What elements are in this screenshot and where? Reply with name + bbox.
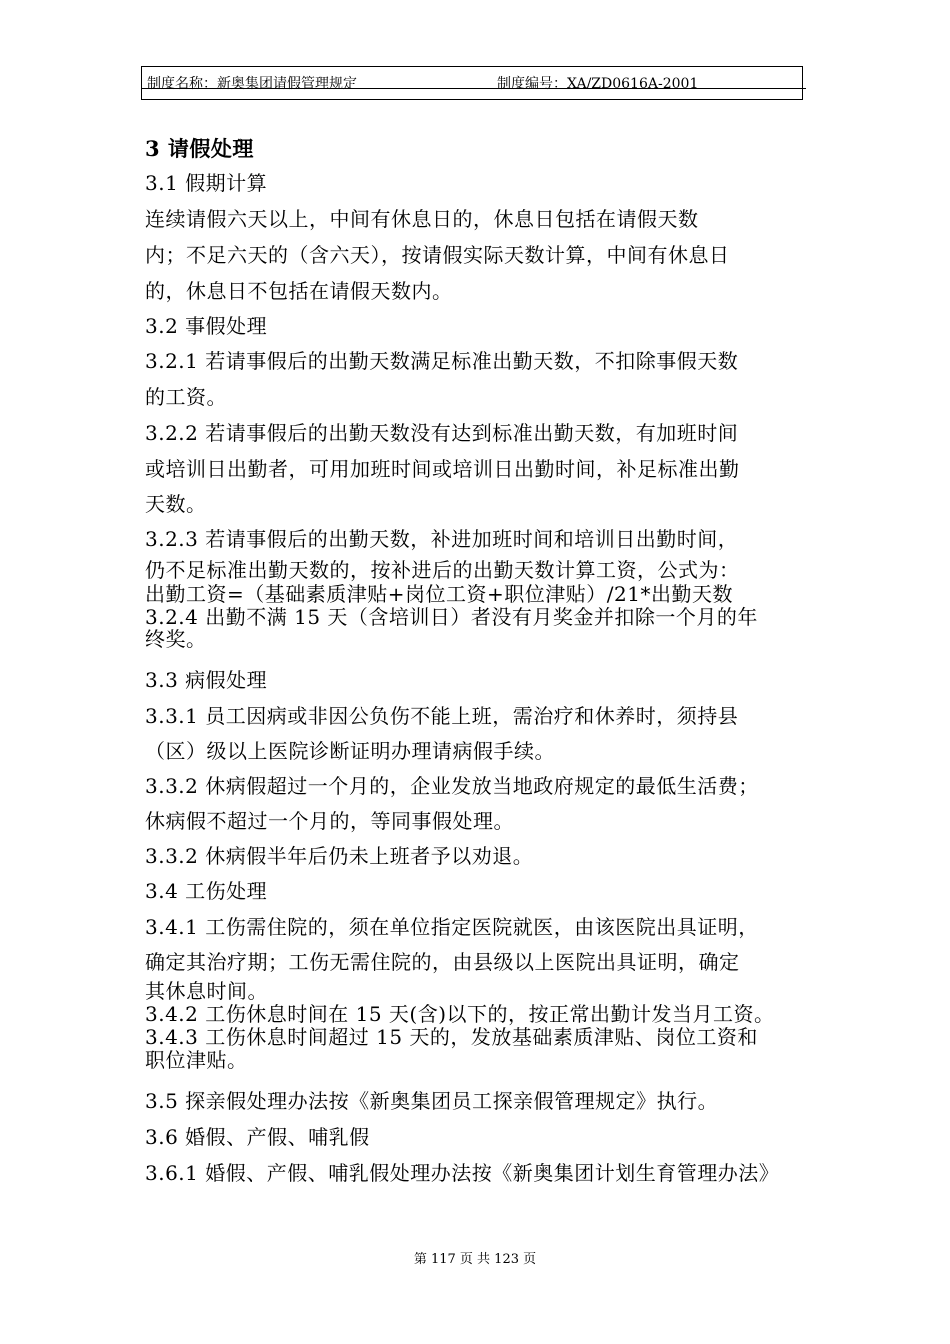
subsection-heading: 3.4 工伤处理 <box>145 879 268 903</box>
regulation-name: 制度名称：新奥集团请假管理规定 <box>147 76 357 92</box>
subsection-heading: 3.5 探亲假处理办法按《新奥集团员工探亲假管理规定》执行。 <box>145 1089 719 1113</box>
paragraph-line: 确定其治疗期；工伤无需住院的，由县级以上医院出具证明，确定 <box>145 950 740 974</box>
subsection-heading: 3.1 假期计算 <box>145 171 268 195</box>
paragraph-line: 休病假不超过一个月的，等同事假处理。 <box>145 809 514 833</box>
paragraph-line: 3.4.1 工伤需住院的，须在单位指定医院就医，由该医院出具证明， <box>145 915 759 939</box>
paragraph-line: 3.2.1 若请事假后的出勤天数满足标准出勤天数，不扣除事假天数 <box>145 349 739 373</box>
paragraph-line: 3.2.3 若请事假后的出勤天数，补进加班时间和培训日出勤时间， <box>145 527 739 551</box>
paragraph-line: 终奖。 <box>145 627 207 651</box>
document-body <box>145 132 807 1191</box>
paragraph-line: （区）级以上医院诊断证明办理请病假手续。 <box>145 739 555 763</box>
paragraph-line: 内；不足六天的（含六天），按请假实际天数计算，中间有休息日 <box>145 243 730 267</box>
paragraph-line: 的，休息日不包括在请假天数内。 <box>145 279 453 303</box>
paragraph-line: 3.6.1 婚假、产假、哺乳假处理办法按《新奥集团计划生育管理办法》 <box>145 1161 780 1185</box>
paragraph-line: 仍不足标准出勤天数的，按补进后的出勤天数计算工资，公式为： <box>145 558 740 582</box>
paragraph-line: 其休息时间。 <box>145 979 268 1003</box>
document-header <box>141 66 803 100</box>
subsection-heading: 3.2 事假处理 <box>145 314 268 338</box>
paragraph-line: 3.3.1 员工因病或非因公负伤不能上班，需治疗和休养时，须持县 <box>145 704 739 728</box>
paragraph-line: 3.3.2 休病假超过一个月的，企业发放当地政府规定的最低生活费； <box>145 774 759 798</box>
subsection-heading: 3.6 婚假、产假、哺乳假 <box>145 1125 370 1149</box>
subsection-heading: 3.3 病假处理 <box>145 668 268 692</box>
paragraph-line: 或培训日出勤者，可用加班时间或培训日出勤时间，补足标准出勤 <box>145 457 740 481</box>
paragraph-line: 天数。 <box>145 492 207 516</box>
paragraph-line: 3.4.3 工伤休息时间超过 15 天的，发放基础素质津贴、岗位工资和 <box>145 1025 758 1049</box>
paragraph-line: 连续请假六天以上，中间有休息日的，休息日包括在请假天数 <box>145 207 699 231</box>
formula-line: 出勤工资=（基础素质津贴+岗位工资+职位津贴）/21*出勤天数 <box>145 582 733 606</box>
paragraph-line: 3.2.2 若请事假后的出勤天数没有达到标准出勤天数，有加班时间 <box>145 421 739 445</box>
section-title: 3 请假处理 <box>145 136 254 161</box>
paragraph-line: 3.4.2 工伤休息时间在 15 天(含)以下的，按正常出勤计发当月工资。 <box>145 1002 775 1026</box>
regulation-code: 制度编号：XA/ZD0616A-2001 <box>497 76 699 92</box>
page-number: 第 117 页 共 123 页 <box>413 1252 537 1267</box>
paragraph-line: 3.2.4 出勤不满 15 天（含培训日）者没有月奖金并扣除一个月的年 <box>145 605 758 629</box>
paragraph-line: 3.3.2 休病假半年后仍未上班者予以劝退。 <box>145 844 534 868</box>
paragraph-line: 职位津贴。 <box>145 1048 248 1072</box>
paragraph-line: 的工资。 <box>145 385 227 409</box>
